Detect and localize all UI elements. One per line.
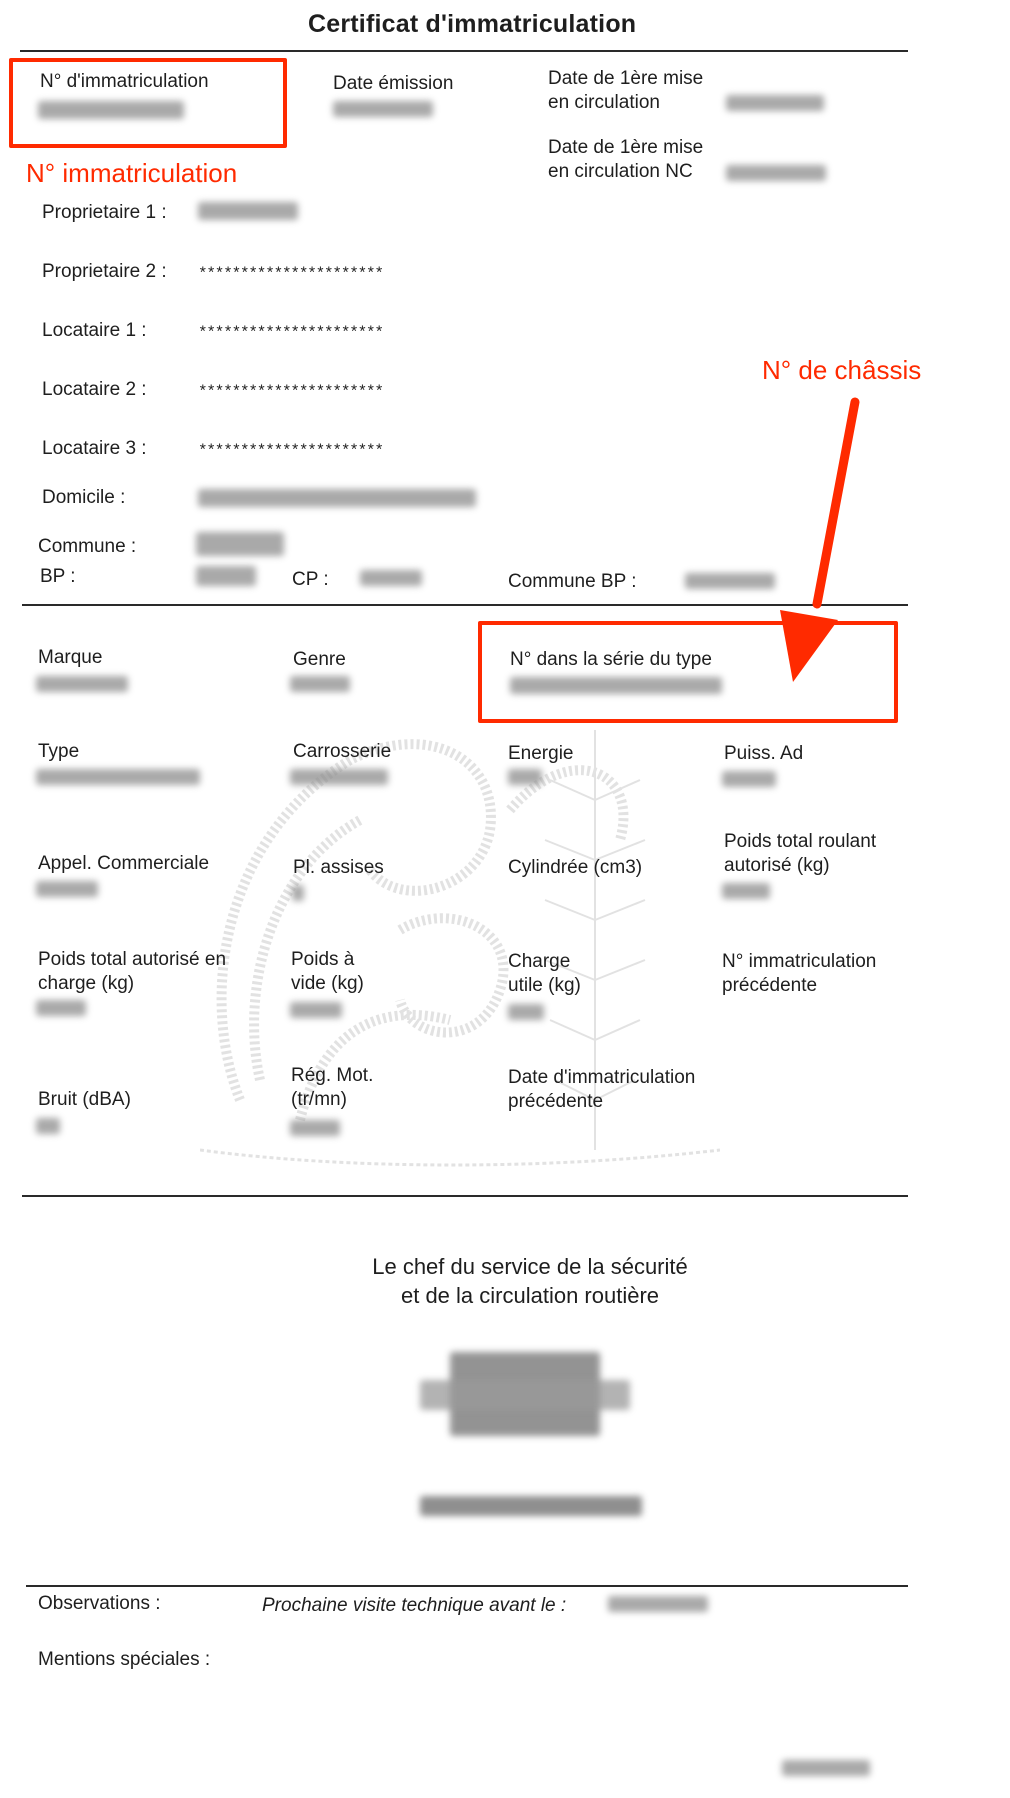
energie-label: Energie [508,743,574,764]
domicile-label: Domicile : [42,487,126,508]
date-mise-circ-label: Date de 1ère mise en circulation [548,68,704,113]
places-label: Pl. assises [293,857,384,878]
locataire3-label: Locataire 3 : [42,438,147,459]
document-title: Certificat d'immatriculation [308,10,637,38]
date-mise-circ-nc-label: Date de 1ère mise en circulation NC [548,137,704,182]
serie-label: N° dans la série du type [510,649,712,670]
date-emission-label: Date émission [333,73,454,94]
locataire1-label: Locataire 1 : [42,320,147,341]
ptac-label: Poids total autorisé en charge (kg) [38,949,227,994]
proprietaire2-value: ********************** [198,265,383,283]
immatriculation-annotation: N° immatriculation [26,158,238,188]
carrosserie-label: Carrosserie [293,741,392,762]
observations-label: Observations : [38,1593,161,1614]
type-label: Type [38,741,80,762]
bp-label: BP : [40,566,76,587]
charge-utile-label: Charge utile (kg) [508,951,581,996]
proprietaire2-label: Proprietaire 2 : [42,261,167,282]
genre-label: Genre [293,649,346,670]
immat-label: N° d'immatriculation [40,71,209,92]
appel-label: Appel. Commerciale [38,853,210,874]
commune-label: Commune : [38,536,137,557]
locataire2-value: ********************** [198,383,383,401]
poids-vide-label: Poids à vide (kg) [291,949,364,994]
chassis-annotation: N° de châssis [762,355,922,385]
locataire2-label: Locataire 2 : [42,379,147,400]
puiss-label: Puiss. Ad [724,743,804,764]
commune-bp-label: Commune BP : [508,571,637,592]
locataire1-value: ********************** [198,324,383,342]
reg-mot-label: Rég. Mot. (tr/mn) [291,1065,374,1110]
cylindree-label: Cylindrée (cm3) [508,857,643,878]
immat-prec-label: N° immatriculation précédente [722,951,877,996]
signature-title-line2: et de la circulation routière [400,1283,660,1308]
cp-label: CP : [292,569,329,590]
marque-label: Marque [38,647,103,668]
ptra-label: Poids total roulant autorisé (kg) [724,831,877,876]
signature-title-line1: Le chef du service de la sécurité [372,1254,688,1279]
mentions-label: Mentions spéciales : [38,1649,211,1670]
prochaine-visite-label: Prochaine visite technique avant le : [262,1595,567,1616]
proprietaire1-label: Proprietaire 1 : [42,202,167,223]
locataire3-value: ********************** [198,442,383,460]
date-immat-prec-label: Date d'immatriculation précédente [508,1067,696,1112]
bruit-label: Bruit (dBA) [38,1089,131,1110]
